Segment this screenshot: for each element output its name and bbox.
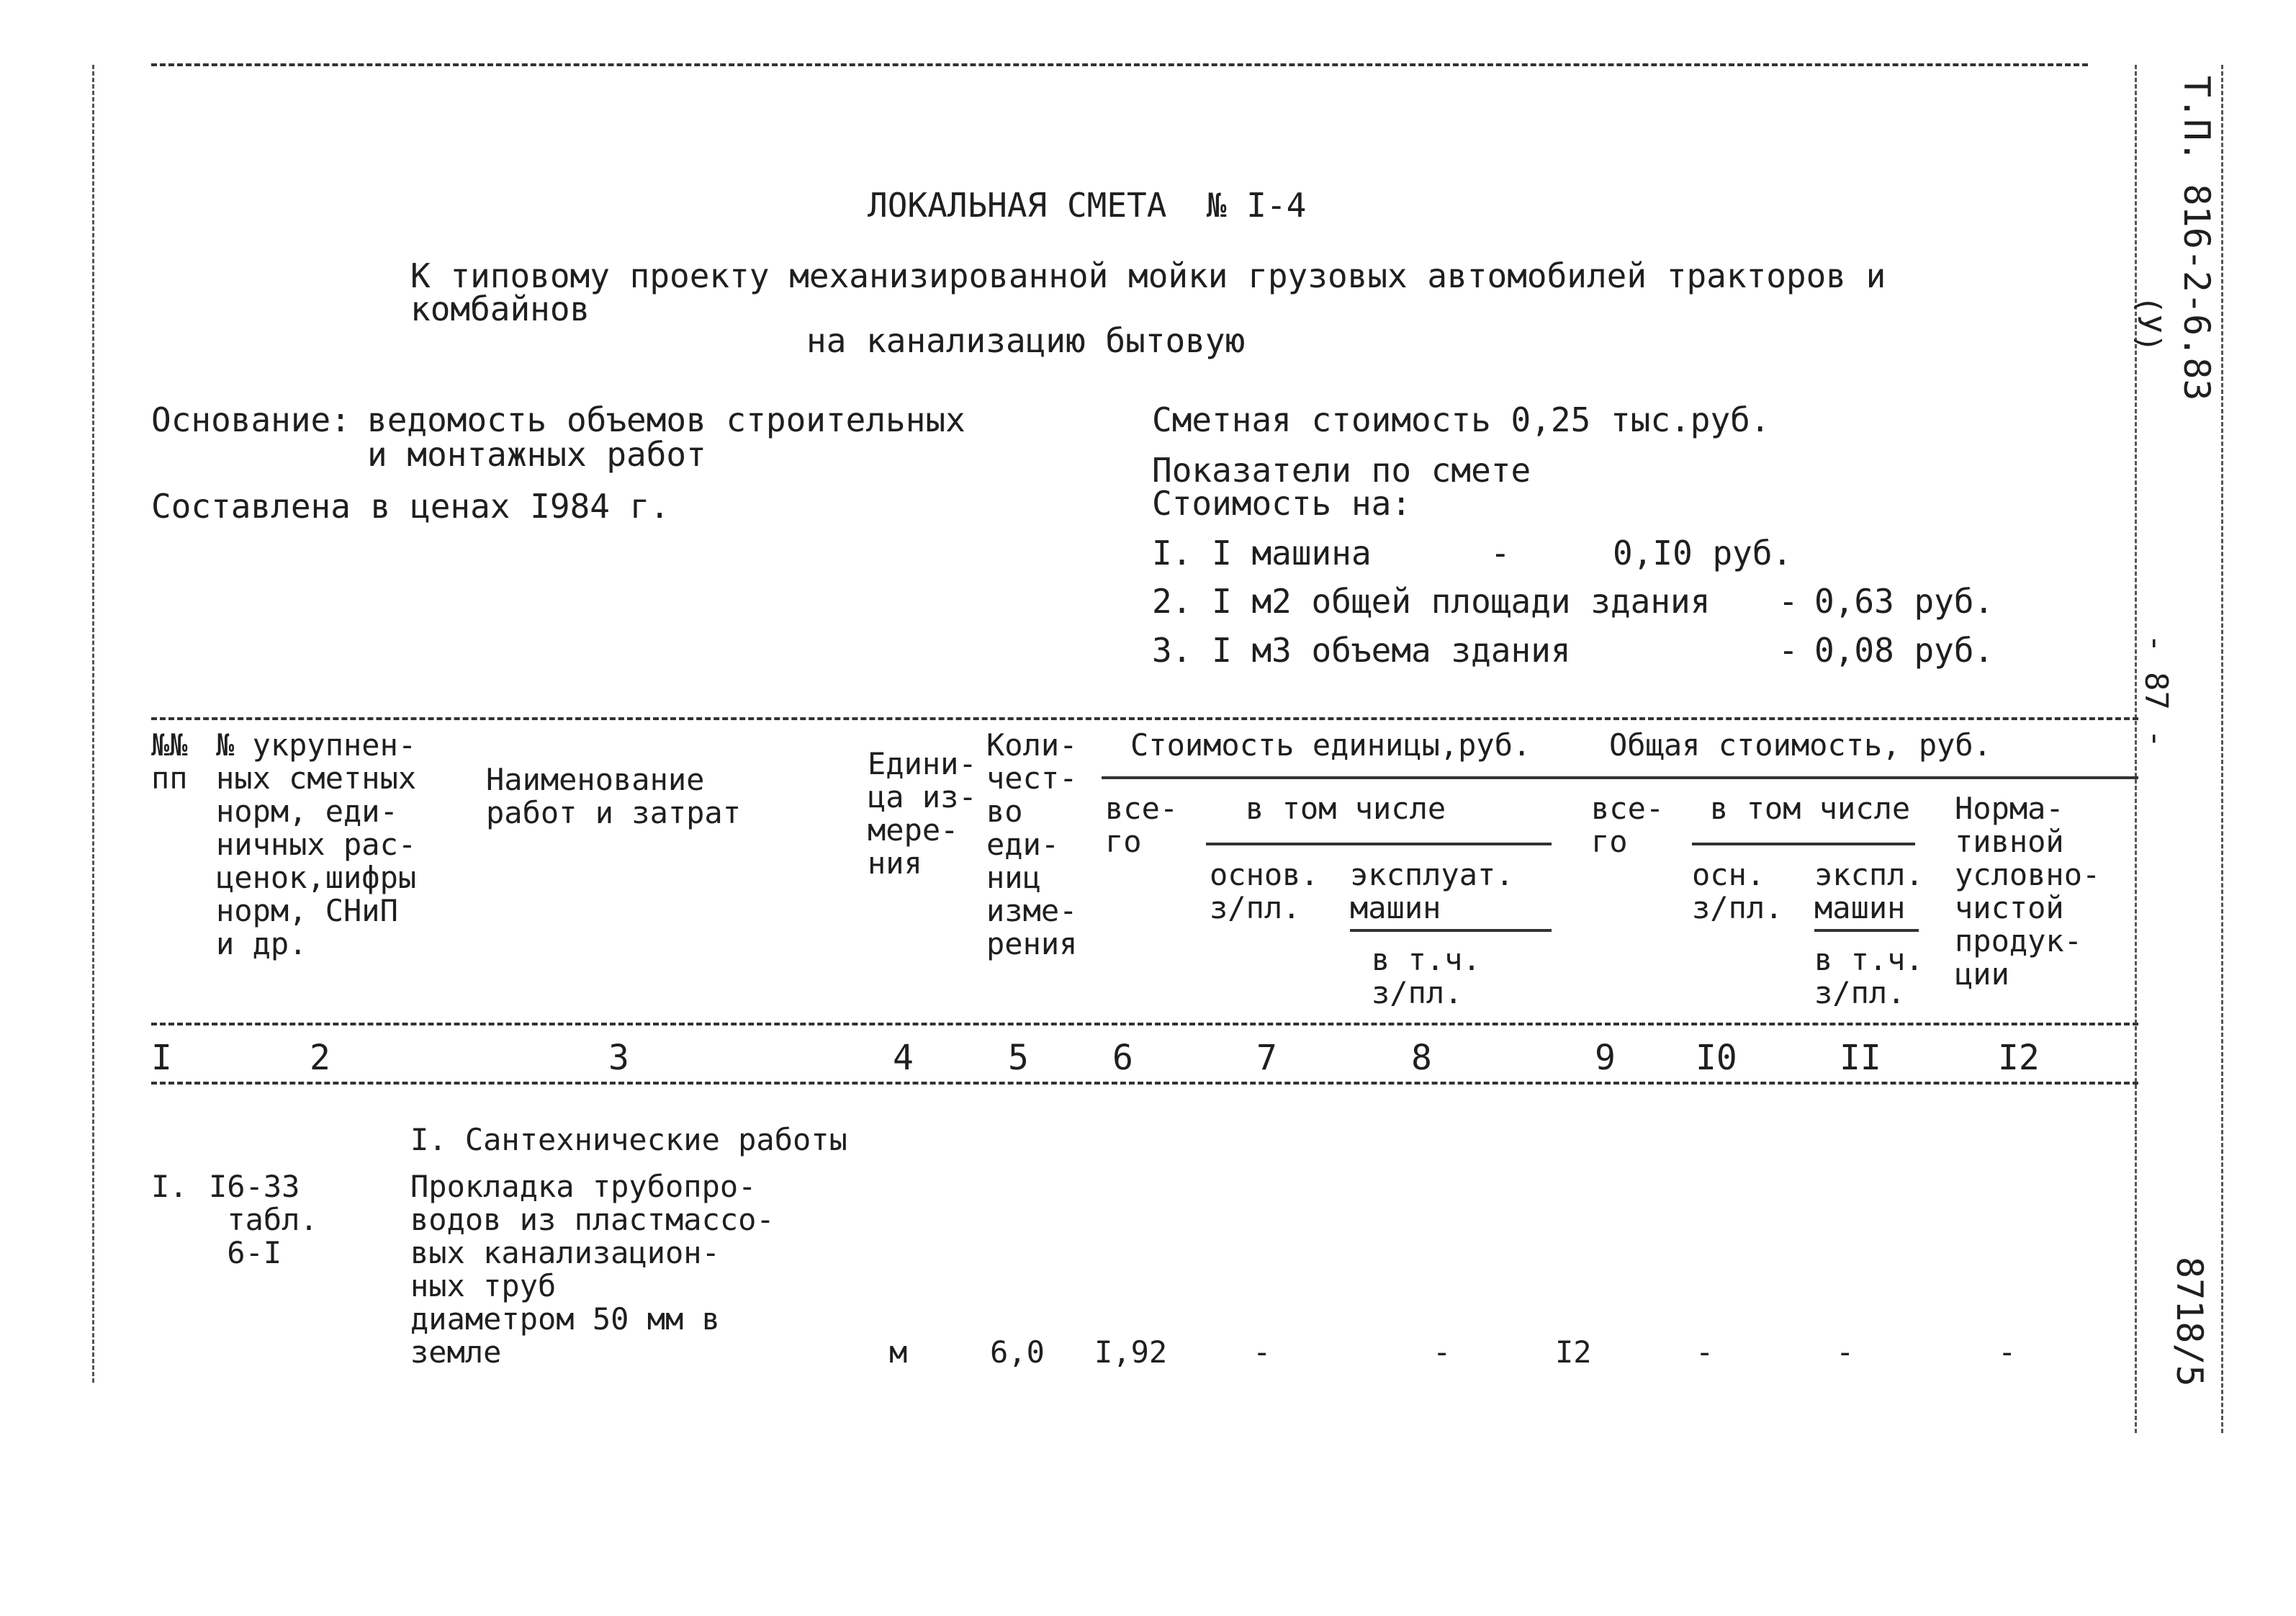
header-unit-cost: Стоимость единицы,руб. xyxy=(1130,727,1531,763)
right-margin-line xyxy=(2135,65,2137,1433)
basis-line-1: ведомость объемов строительных xyxy=(367,400,965,439)
col-number-12: I2 xyxy=(1998,1038,2040,1078)
side-code-sub: (У) xyxy=(2130,295,2167,353)
header-total-machines-rule xyxy=(1814,929,1919,932)
header-total-machines-wage: в т.ч. з/пл. xyxy=(1814,942,1924,1010)
indicator-1-value: 0,I0 руб. xyxy=(1613,534,1793,573)
header-total: все- го xyxy=(1591,791,1665,859)
row-work-name: Прокладка трубопро- водов из пластмассо- вых канализацион- ных труб диаметром 50 мм в земле xyxy=(410,1169,775,1370)
col-number-4: 4 xyxy=(893,1038,914,1078)
indicator-2-label: 2. I м2 общей площади здания xyxy=(1152,582,1711,621)
header-unit-machines-rule xyxy=(1350,929,1552,932)
top-border xyxy=(151,63,2088,66)
col-number-3: 3 xyxy=(608,1038,629,1078)
col-number-8: 8 xyxy=(1411,1038,1432,1078)
subtitle-line-2: комбайнов xyxy=(410,289,590,328)
header-bottom-rule xyxy=(151,1023,2138,1025)
row-norm-production: - xyxy=(1998,1334,2017,1370)
indicator-3-label: 3. I м3 объема здания xyxy=(1152,631,1571,670)
subtitle-line-1: К типовому проекту механизированной мойки грузовых автомобилей тракторов и xyxy=(410,256,1886,295)
estimated-cost: Сметная стоимость 0,25 тыс.руб. xyxy=(1152,400,1770,439)
col-number-7: 7 xyxy=(1256,1038,1277,1078)
table-top-rule xyxy=(151,717,2138,720)
row-unit-machines: - xyxy=(1433,1334,1451,1370)
row-unit-base-wage: - xyxy=(1253,1334,1271,1370)
header-unit-machines: эксплуат. машин xyxy=(1350,857,1514,925)
basis-label: Основание: xyxy=(151,400,351,439)
cost-on-label: Стоимость на: xyxy=(1152,484,1412,523)
row-quantity: 6,0 xyxy=(990,1334,1045,1370)
header-unit-total: все- го xyxy=(1105,791,1179,859)
left-margin-mark xyxy=(92,65,94,1383)
row-total: I2 xyxy=(1555,1334,1592,1370)
header-total-incl: в том числе xyxy=(1710,791,1911,826)
right-margin-line-outer xyxy=(2221,65,2223,1433)
header-work-name: Наименование работ и затрат xyxy=(486,762,742,830)
header-norm-code: № укрупнен- ных сметных норм, еди- ничных рас- ценок,шифры норм, СНиП и др. xyxy=(216,727,417,961)
header-total-machines: экспл. машин xyxy=(1814,857,1924,925)
header-unit-base-wage: основ. з/пл. xyxy=(1210,857,1319,925)
row-unit-total: I,92 xyxy=(1094,1334,1168,1370)
indicator-2-value: 0,63 руб. xyxy=(1814,582,1994,621)
header-unit-incl: в том числе xyxy=(1246,791,1446,826)
header-total-cost: Общая стоимость, руб. xyxy=(1609,727,1992,763)
indicators-title: Показатели по смете xyxy=(1152,451,1531,490)
row-number: I. xyxy=(151,1169,188,1204)
col-number-1: I xyxy=(151,1038,172,1078)
indicator-1-dash: - xyxy=(1490,534,1511,573)
document-title: ЛОКАЛЬНАЯ СМЕТА № I-4 xyxy=(868,186,1307,225)
header-quantity: Коли- чест- во еди- ниц изме- рения xyxy=(986,727,1078,961)
header-unit: Едини- ца из- мере- ния xyxy=(868,746,977,881)
section-heading: I. Сантехнические работы xyxy=(410,1122,847,1157)
header-unit-machines-wage: в т.ч. з/пл. xyxy=(1372,942,1481,1010)
indicator-1-label: I. I машина xyxy=(1152,534,1372,573)
col-number-9: 9 xyxy=(1595,1038,1616,1078)
row-unit: м xyxy=(889,1334,908,1370)
header-unit-incl-rule xyxy=(1206,843,1552,845)
header-total-base-wage: осн. з/пл. xyxy=(1692,857,1783,925)
col-numbers-rule xyxy=(151,1082,2138,1085)
subtitle-line-3: на канализацию бытовую xyxy=(806,321,1246,360)
header-total-incl-rule xyxy=(1692,843,1915,845)
row-norm-code: I6-33 табл. 6-I xyxy=(209,1169,318,1270)
indicator-3-dash: - xyxy=(1778,631,1798,670)
indicator-2-dash: - xyxy=(1778,582,1798,621)
prices-note: Составлена в ценах I984 г. xyxy=(151,487,670,526)
col-number-11: II xyxy=(1840,1038,1881,1078)
indicator-3-value: 0,08 руб. xyxy=(1814,631,1994,670)
header-cost-rule xyxy=(1102,776,2138,779)
side-sheet: 8718/5 xyxy=(2169,1257,2210,1387)
basis-line-2: и монтажных работ xyxy=(367,435,706,474)
col-number-10: I0 xyxy=(1696,1038,1737,1078)
row-total-base-wage: - xyxy=(1696,1334,1714,1370)
col-number-5: 5 xyxy=(1008,1038,1029,1078)
row-total-machines: - xyxy=(1836,1334,1855,1370)
col-number-2: 2 xyxy=(310,1038,330,1078)
side-page: - 87 - xyxy=(2138,634,2174,748)
header-norm-production: Норма- тивной условно- чистой продук- ции xyxy=(1955,791,2101,992)
header-row-number: №№ пп xyxy=(151,727,188,796)
col-number-6: 6 xyxy=(1112,1038,1133,1078)
side-code: Т.П. 816-2-6.83 xyxy=(2176,76,2218,401)
